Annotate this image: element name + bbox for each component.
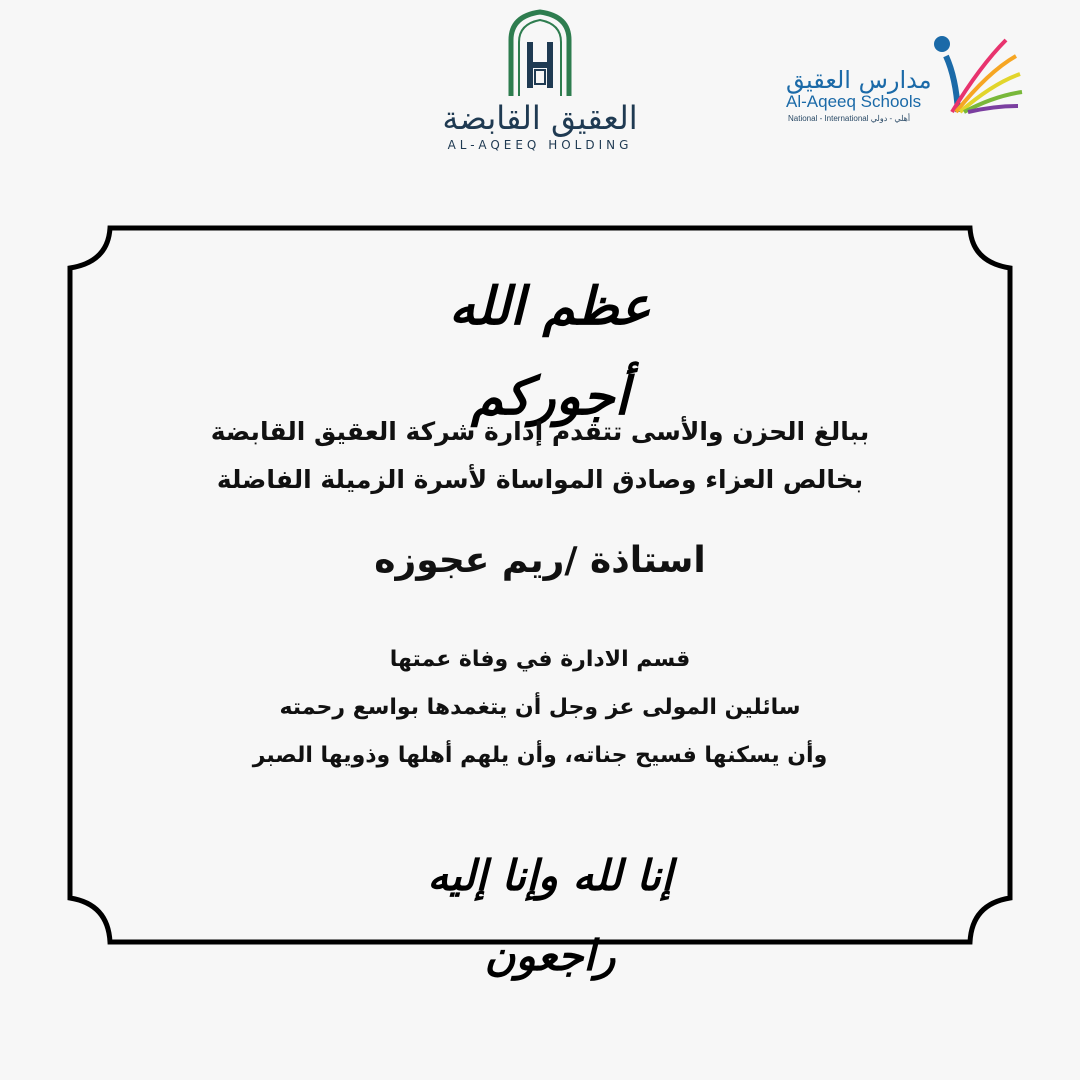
holding-name-ar: العقيق القابضة (442, 99, 638, 137)
schools-subtitle: National - International أهلي - دولي (788, 114, 911, 123)
condolence-body (150, 636, 930, 780)
closing-calligraphy: إنا لله وإنا إليه راجعون (427, 851, 673, 980)
body-line: قسم الادارة في وفاة عمتها (389, 647, 691, 672)
holding-name-en: AL-AQEEQ HOLDING (447, 138, 633, 152)
deceased-relative-name: استاذة /ريم عجوزه (374, 540, 706, 581)
schools-name-ar: مدارس العقيق (786, 66, 932, 94)
intro-text (150, 408, 930, 504)
intro-line: ببالغ الحزن والأسى تتقدم إدارة شركة العقيق القابضة (210, 417, 870, 446)
schools-name-en: Al-Aqeeq Schools (786, 92, 922, 111)
heading-calligraphy: عظم الله أجوركم (449, 276, 651, 427)
body-line: سائلين المولى عز وجل أن يتغمدها بواسع رحمته (279, 695, 801, 720)
body-line: وأن يسكنها فسيح جناته، وأن يلهم أهلها وذويها الصبر (252, 743, 828, 768)
intro-line: بخالص العزاء وصادق المواساة لأسرة الزميلة الفاضلة (216, 465, 864, 494)
